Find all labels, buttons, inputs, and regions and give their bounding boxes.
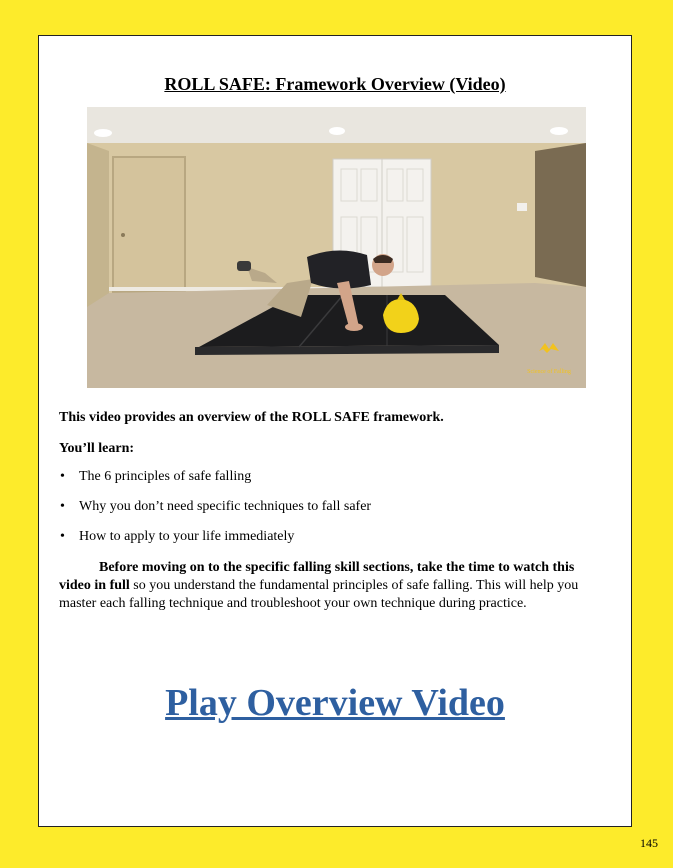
intro-text: This video provides an overview of the ROLL SAFE framework. bbox=[59, 410, 444, 425]
list-item: • How to apply to your life immediately bbox=[60, 529, 295, 544]
learn-list bbox=[59, 468, 371, 558]
instruction-paragraph bbox=[59, 559, 607, 613]
watermark-text: Science of Falling bbox=[527, 369, 571, 375]
play-overview-video-link[interactable]: Play Overview Video bbox=[165, 682, 505, 724]
instruction-rest: so you understand the fundamental principles of safe falling. This will help you master each falling technique and troubleshoot your own technique during practice. bbox=[59, 578, 579, 611]
learn-heading: You’ll learn: bbox=[59, 441, 135, 456]
page-number: 145 bbox=[640, 836, 658, 850]
instruction-bold: Before moving on to the specific falling skill sections, take the time to watch this video in full bbox=[59, 560, 575, 593]
document-page bbox=[38, 35, 632, 827]
video-thumbnail-image bbox=[87, 107, 586, 388]
list-item: • The 6 principles of safe falling bbox=[60, 469, 252, 484]
list-item: • Why you don’t need specific techniques to fall safer bbox=[60, 499, 372, 514]
video-thumbnail[interactable] bbox=[87, 107, 586, 388]
page-title: ROLL SAFE: Framework Overview (Video) bbox=[164, 74, 506, 94]
